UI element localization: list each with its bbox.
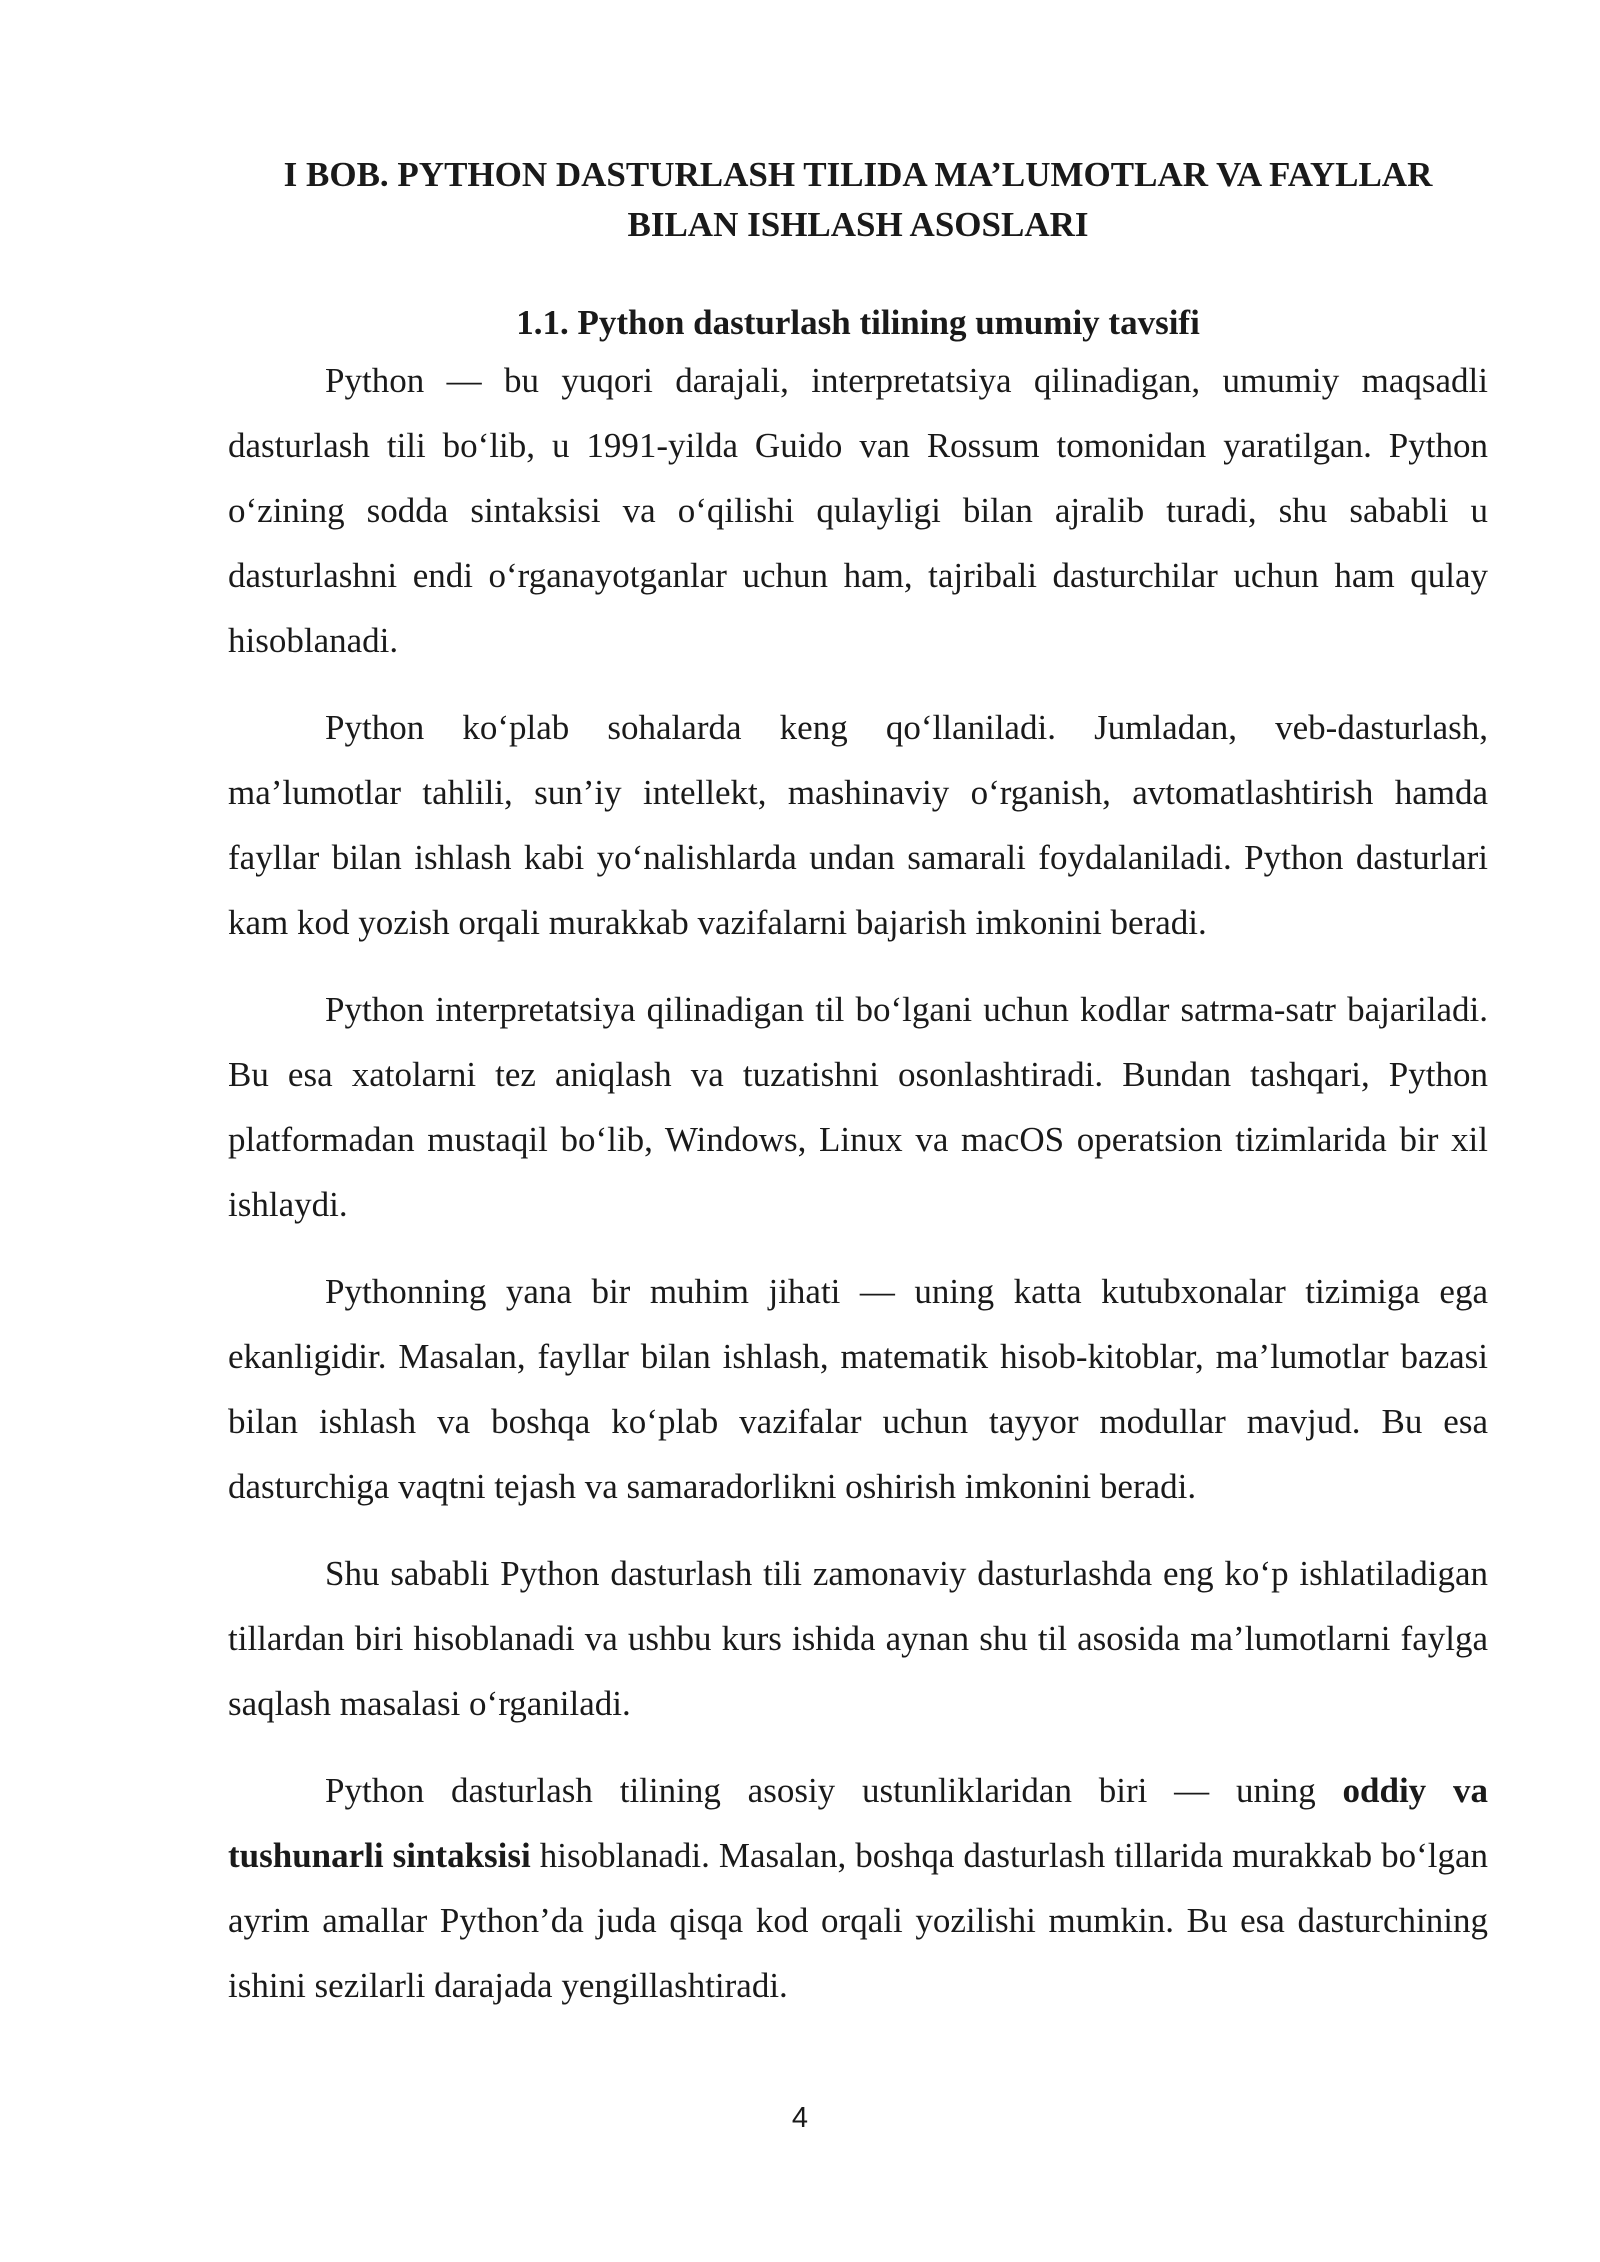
page-number: 4 (791, 2102, 809, 2134)
paragraph-4: Pythonning yana bir muhim jihati — uning katta kutubxonalar tizimiga ega ekanligidir. Masalan, fayllar bilan ishlash, matematik hisob-kitoblar, ma’lumotlar bazasi bilan ishlash va boshqa ko‘plab vazifalar uchun tayyor modullar mavjud. Bu esa dasturchiga vaqtni tejash va samaradorlikni oshirish imkonini beradi. (228, 1272, 1488, 1506)
document-page (228, 150, 1488, 2040)
paragraph-3: Python interpretatsiya qilinadigan til bo‘lgani uchun kodlar satrma-satr bajariladi. Bu esa xatolarni tez aniqlash va tuzatishni osonlashtiradi. Bundan tashqari, Python platformadan mustaqil bo‘lib, Windows, Linux va macOS operatsion tizimlarida bir xil ishlaydi. (228, 990, 1488, 1224)
paragraph-6 (228, 1758, 1488, 2018)
paragraph-6-text-end: hisoblanadi. Masalan, boshqa dasturlash tillarida murakkab bo‘lgan ayrim amallar Python’da juda qisqa kod orqali yozilishi mumkin. Bu esa dasturchining ishini sezilarli darajada yengillashtiradi. (228, 1836, 1488, 2005)
section-title: 1.1. Python dasturlash tilining umumiy tavsifi (516, 303, 1200, 342)
paragraph-2: Python ko‘plab sohalarda keng qo‘llaniladi. Jumladan, veb-dasturlash, ma’lumotlar tahlili, sun’iy intellekt, mashinaviy o‘rganish, avtomatlashtirish hamda fayllar bilan ishlash kabi yo‘nalishlarda undan samarali foydalaniladi. Python dasturlari kam kod yozish orqali murakkab vazifalarni bajarish imkonini beradi. (228, 708, 1488, 942)
paragraph-6-bold-text: oddiy va tushunarli sintaksisi (228, 1771, 1488, 1875)
chapter-title: I BOB. PYTHON DASTURLASH TILIDA MA’LUMOTLAR VA FAYLLAR BILAN ISHLASH ASOSLARI (283, 155, 1433, 244)
paragraph-5: Shu sababli Python dasturlash tili zamonaviy dasturlashda eng ko‘p ishlatiladigan tillardan biri hisoblanadi va ushbu kurs ishida aynan shu til asosida ma’lumotlarni faylga saqlash masalasi o‘rganiladi. (228, 1554, 1488, 1723)
paragraph-1: Python — bu yuqori darajali, interpretatsiya qilinadigan, umumiy maqsadli dasturlash tili bo‘lib, u 1991-yilda Guido van Rossum tomonidan yaratilgan. Python o‘zining sodda sintaksisi va o‘qilishi qulayligi bilan ajralib turadi, shu sababli u dasturlashni endi o‘rganayotganlar uchun ham, tajribali dasturchilar uchun ham qulay hisoblanadi. (228, 361, 1488, 660)
paragraph-6-text-start: Python dasturlash tilining asosiy ustunliklaridan biri — uning (325, 1771, 1343, 1810)
